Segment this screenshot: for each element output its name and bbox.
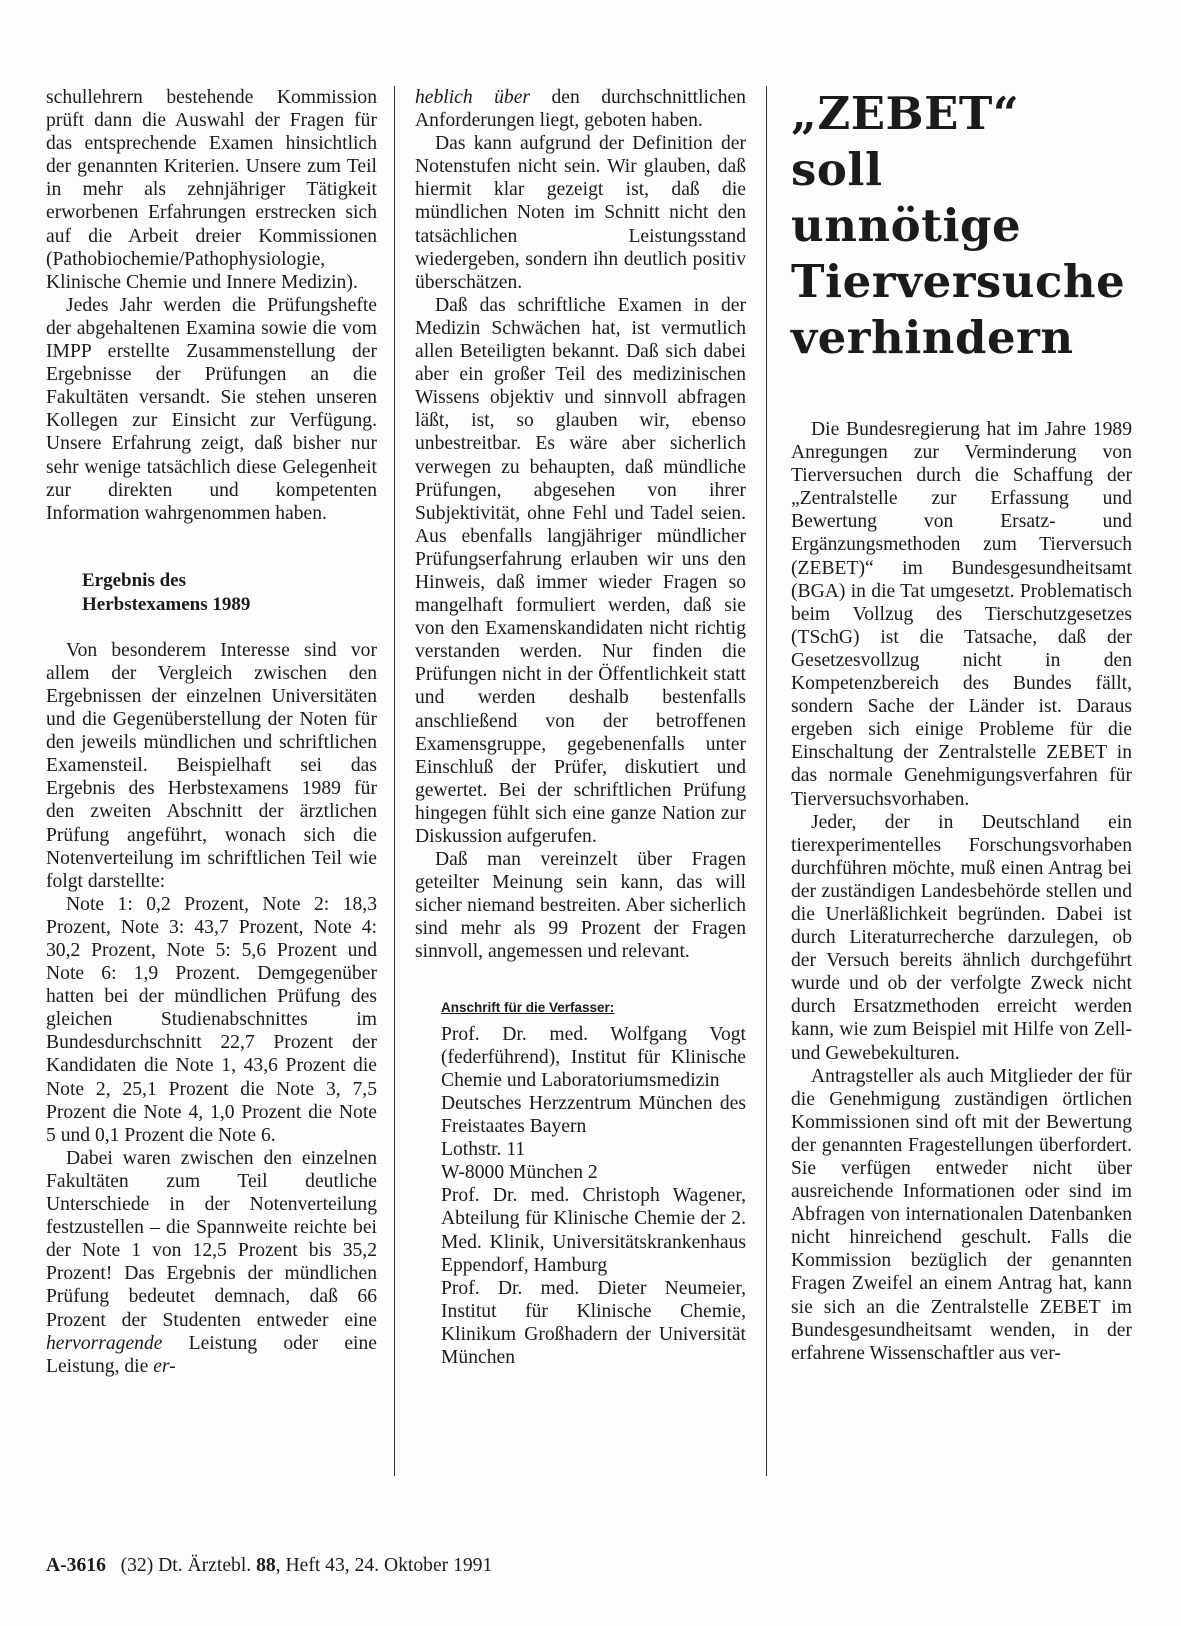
column-3 <box>791 86 1132 1365</box>
column-2 <box>415 86 746 1369</box>
address-line: Prof. Dr. med. Wolfgang Vogt (federführend), Institut für Klinische Chemie und Laboratoriumsmedizin <box>441 1023 746 1091</box>
text-run: Dabei waren zwischen den einzelnen Fakultäten zum Teil deutliche Unterschiede in der Notenverteilung festzustellen – die Spannweite reichte bei der Note 1 von 12,5 Prozent bis 35,2 Prozent! Das Ergebnis der mündlichen Prüfung bedeutet demnach, daß 66 Prozent der Studenten entweder eine <box>46 1147 377 1331</box>
headline-line: unnötige <box>791 199 1022 252</box>
paragraph <box>415 86 746 132</box>
subheading-line-1: Ergebnis des <box>82 569 186 591</box>
address-line: Prof. Dr. med. Christoph Wagener, Abteilung für Klinische Chemie der 2. Med. Klinik, Universitätskrankenhaus Eppendorf, Hamburg <box>441 1185 746 1276</box>
subheading-line-2: Herbstexamens 1989 <box>82 593 251 615</box>
paragraph: Jeder, der in Deutschland ein tierexperimentelles Forschungsvorhaben durchführen möchte, muß einen Antrag bei der zuständigen Landesbehörde stellen und die Unerläßlichkeit begründen. Dabei ist durch Literaturrecherche darzulegen, ob der Versuch bereits ähnlich durchgeführt wurde und ob der verfolgte Zweck nicht durch Ersatzmethoden erreicht werden kann, wie zum Beispiel mit Hilfe von Zell- und Gewebekulturen. <box>791 811 1132 1064</box>
paragraph: Note 1: 0,2 Prozent, Note 2: 18,3 Prozent, Note 3: 43,7 Prozent, Note 4: 30,2 Prozent, Note 5: 5,6 Prozent und Note 6: 1,9 Prozent. Demgegenüber hatten bei der mündlichen Prüfung des gleichen Studienabschnittes im Bundesdurchschnitt 22,7 Prozent der Kandidaten die Note 1, 43,6 Prozent die Note 2, 25,1 Prozent die Note 3, 7,5 Prozent die Note 4, 1,0 Prozent die Note 5 und 0,1 Prozent die Note 6. <box>46 893 377 1146</box>
address-line: Deutsches Herzzentrum München des Freistaates Bayern <box>441 1092 746 1138</box>
column-rule-left <box>394 86 395 1476</box>
page-number: A-3616 <box>46 1555 106 1576</box>
emphasis: heblich über <box>415 87 531 108</box>
paragraph <box>46 1147 377 1378</box>
address-title: Anschrift für die Verfasser: <box>441 999 615 1015</box>
paragraph: Daß das schriftliche Examen in der Medizin Schwächen hat, ist vermutlich allen Beteiligten bekannt. Daß sich dabei aber ein großer Teil des medizinischen Wissens objektiv und sinnvoll abfragen läßt, ist, so glauben wir, ebenso unbestreitbar. Es wäre aber sicherlich verwegen zu behaupten, daß mündliche Prüfungen, abgesehen von ihrer Subjektivität, ohne Fehl und Tadel seien. Aus ebenfalls langjähriger mündlicher Prüfungserfahrung erlauben wir uns den Hinweis, daß immer wieder Fragen so mangelhaft formuliert werden, daß sie von den Examenskandidaten nicht richtig verstanden werden. Nur finden die Prüfungen nicht in der Öffentlichkeit statt und werden deshalb bestenfalls anschließend von der betroffenen Examensgruppe, gegebenenfalls unter Einschluß der Prüfer, diskutiert und gewertet. Bei der schriftlichen Prüfung hingegen fühlt sich eine ganze Nation zur Diskussion aufgerufen. <box>415 294 746 847</box>
paragraph: Daß man vereinzelt über Fragen geteilter Meinung sein kann, das will sicher niemand bestreiten. Aber sicherlich sind mehr als 99 Prozent der Fragen sinnvoll, angemessen und relevant. <box>415 849 746 963</box>
text-run: Leistung oder eine Leistung, die <box>46 1332 377 1377</box>
paragraph: Das kann aufgrund der Definition der Notenstufen nicht sein. Wir glauben, daß hiermit klar gezeigt ist, daß die mündlichen Noten im Schnitt nicht den tatsächlichen Leistungsstand wiedergeben, sondern ihn deutlich positiv überschätzen. <box>415 133 746 293</box>
headline-line: „ZEBET“ <box>791 87 1020 140</box>
journal-name: (32) Dt. Ärztebl. <box>120 1555 252 1576</box>
emphasis: hervorragende <box>46 1332 163 1354</box>
page-footer <box>46 1555 492 1577</box>
volume-number: 88 <box>256 1555 276 1576</box>
paragraph: Antragsteller als auch Mitglieder der für die Genehmigung zuständigen örtlichen Kommissionen sind oft mit der Bewertung der genannten Fragestellungen überfordert. Sie verfügen entweder nicht über ausreichende Informationen oder sind im Abfragen von internationalen Datenbanken nicht hinreichend geschult. Falls die Kommission bezüglich der genannten Fragen Zweifel an einem Antrag hat, kann sie sich an die Zentralstelle ZEBET im Bundesgesundheitsamt wenden, in der erfahrene Wissenschaftler aus ver- <box>791 1065 1132 1364</box>
issue-date: , Heft 43, 24. Oktober 1991 <box>275 1555 493 1576</box>
headline-line: Tierversuche <box>791 255 1126 308</box>
article-headline <box>791 86 1132 366</box>
text-run: den durchschnittlichen Anforderungen liegt, geboten haben. <box>415 87 746 132</box>
emphasis: er- <box>153 1355 176 1377</box>
headline-line: verhindern <box>791 311 1074 364</box>
address-line: Lothstr. 11 <box>441 1139 526 1161</box>
headline-line: soll <box>791 143 883 196</box>
paragraph: schullehrern bestehende Kommission prüft dann die Auswahl der Fragen für das entsprechende Examen hinsichtlich der genannten Kriterien. Unsere zum Teil in mehr als zehnjähriger Tätigkeit erworbenen Erfahrungen erstrecken sich auf die Arbeit dreier Kommissionen (Pathobiochemie/Pathophysiologie, Klinische Chemie und Innere Medizin). <box>46 87 377 293</box>
paragraph: Jedes Jahr werden die Prüfungshefte der abgehaltenen Examina sowie die vom IMPP erstellte Zusammenstellung der Ergebnisse der Prüfungen an die Fakultäten versandt. Sie stehen unseren Kollegen zur Einsicht zur Verfügung. Unsere Erfahrung zeigt, daß bisher nur sehr wenige tatsächlich diese Gelegenheit zur direkten und kompetenten Information wahrgenommen haben. <box>46 294 377 524</box>
author-address <box>415 996 746 1370</box>
address-line: W-8000 München 2 <box>441 1162 598 1184</box>
column-1 <box>46 86 377 1378</box>
column-rule-right <box>766 86 767 1476</box>
paragraph: Die Bundesregierung hat im Jahre 1989 Anregungen zur Verminderung von Tierversuchen durch die Schaffung der „Zentralstelle zur Erfassung und Bewertung von Ersatz- und Ergänzungsmethoden zum Tierversuch (ZEBET)“ im Bundesgesundheitsamt (BGA) in die Tat umgesetzt. Problematisch beim Vollzug des Tierschutzgesetzes (TSchG) ist die Tatsache, daß der Gesetzesvollzug nicht in den Kompetenzbereich des Bundes fällt, sondern Sache der Länder ist. Daraus ergeben sich einige Probleme für die Einschaltung der Zentralstelle ZEBET in das normale Genehmigungsverfahren für Tierversuchsvorhaben. <box>791 419 1132 810</box>
paragraph: Von besonderem Interesse sind vor allem der Vergleich zwischen den Ergebnissen der einzelnen Universitäten und die Gegenüberstellung der Noten für den jeweils mündlichen und schriftlichen Examensteil. Beispielhaft sei das Ergebnis des Herbstexamens 1989 für den zweiten Abschnitt der ärztlichen Prüfung angeführt, wonach sich die Notenverteilung im schriftlichen Teil wie folgt darstellte: <box>46 639 377 892</box>
address-line: Prof. Dr. med. Dieter Neumeier, Institut für Klinische Chemie, Klinikum Großhadern der Universität München <box>441 1277 746 1368</box>
